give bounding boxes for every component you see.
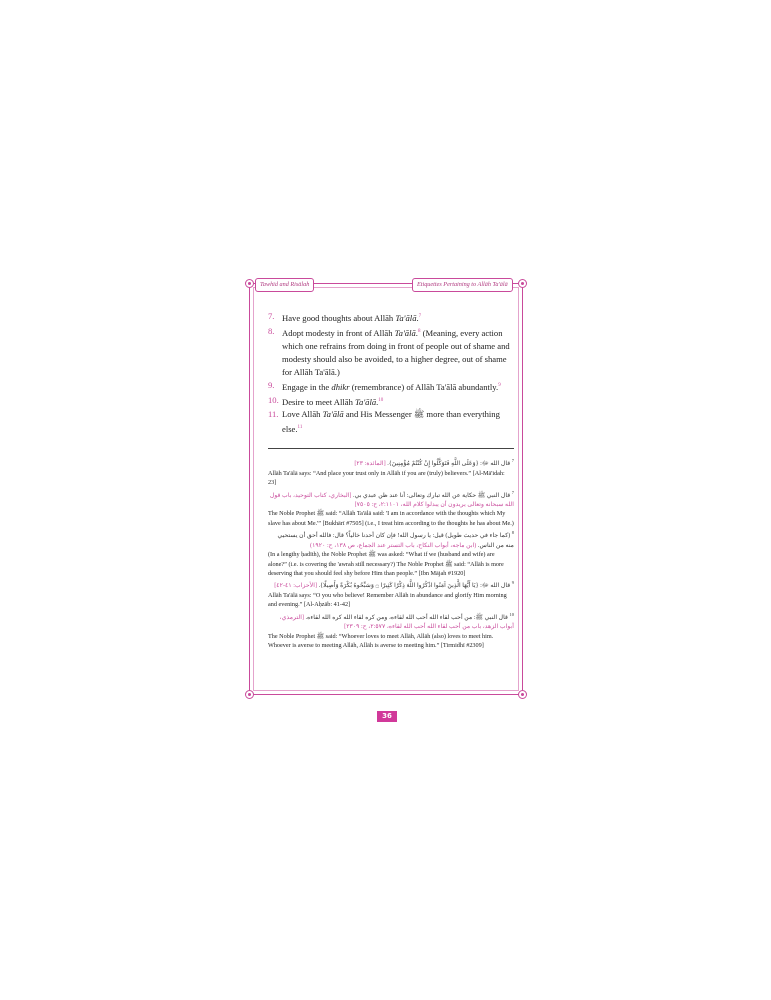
corner-ornament-icon [518,279,527,288]
page-content [268,310,514,650]
header-left-label: Tawhīd and Risālah [255,278,314,292]
item-number: 9. [268,379,275,390]
header-right-label: Etiquettes Pertaining to Allāh Ta'ālā [412,278,513,292]
item-number: 11. [268,409,279,420]
footnote: $^7$ قال الله ﷻ: {وَعَلَى اللَّهِ فَتَوَكَّلُوا إِنْ كُنْتُمْ مُؤْمِنِينَ}. [المائدة: ٢٣] Allāh Ta'ālā says: “And place your trust only in Allāh if you are (truly) believers.” [Al-Mā'idah: 23] [268,458,514,487]
footnote-divider [268,448,514,449]
list-item: 8. Adopt modesty in front of Allāh Ta'ālā.$^8$ (Meaning, every action which one refrains from doing in front of people out of shame and modesty should also be avoided, to a higher degree, out of shame for Allāh Ta'ālā.) [268,325,510,377]
item-number: 10. [268,394,279,405]
footnote: $^8$ (كما جاء في حديث طويل) قيل: يا رسول الله! فإن كان أحدنا خالياً؟ قال: فالله أحق أن يستحيي منه من الناس. (ابن ماجه، أبواب النكاح، باب التستر عند الجماع، ص ١٣٨، ح: ١٩٢٠) (In a lengthy ḥadīth), the Noble Prophet ﷺ was asked: “What if we (husband and wife) are alone?” (i.e. is covering the 'awrah still necessary?) The Noble Prophet ﷺ said: “Allāh is more deserving that you should feel shy before Him than people.” [Ibn Mājah #1920] [268,530,514,577]
footnote-ref: 11 [297,425,303,431]
list-item: 9. Engage in the dhikr (remembrance) of Allāh Ta'ālā abundantly.$^9$ [268,379,501,392]
footnote-ref: 8 [417,328,421,334]
page-number: 36 [377,711,397,722]
corner-ornament-icon [245,690,254,699]
corner-ornament-icon [245,279,254,288]
footnote: $^7$ قال النبي ﷺ حكاية عن الله تبارك وتعالى: أنا عند ظن عبدي بي. [البخاري، كتاب التوحيد، باب قول الله سبحانه وتعالى يريدون أن يبدلوا كلام الله، ٢:١١٠١، ح: ٧٥٠٥] The Noble Prophet ﷺ said: “Allāh Ta'ālā said: 'I am in accordance with the thoughts which My slave has about Me.'” [Bukhārī #7505] (i.e., I treat him according to the thoughts he has about Me.) [268,489,514,527]
item-number: 8. [268,325,275,336]
footnotes [268,456,514,650]
list-item: 11. Love Allāh Ta'ālā and His Messenger ﷺ more than everything else.$^{11}$ [268,409,500,435]
footnote: $^{10}$ قال النبي ﷺ: من أحب لقاء الله أحب الله لقاءه، ومن كره لقاء الله كره الله لقاءه. [الترمذي، أبواب الزهد، باب من أحب لقاء الله أحب الله لقاءه، ٢:٥٧٧، ح: ٢٣٠٩] The Noble Prophet ﷺ said: “Whoever loves to meet Allāh, Allāh (also) loves to meet him. Whoever is averse to meeting Allāh, Allāh is averse to meeting him.” [Tirmidhī #2309] [268,611,514,649]
footnote-ref: 10 [378,397,384,403]
corner-ornament-icon [518,690,527,699]
item-number: 7. [268,311,275,321]
list-item: 7. Have good thoughts about Allāh Ta'ālā.$^7$ [268,311,422,323]
footnote-ref: 7 [418,314,422,319]
footnote: $^9$ قال الله ﷻ: {يَا أَيُّهَا الَّذِينَ آمَنُوا اذْكُرُوا اللَّهَ ذِكْرًا كَثِيرًا ۝ وَسَبِّحُوهُ بُكْرَةً وَأَصِيلًا}. [الأحزاب: ٤١-٤٢] Allāh Ta'ālā says: “O you who believe! Remember Allāh in abundance and glorify Him morning and evening.” [Al-Aḥzāb: 41-42] [268,580,514,609]
footnote-ref: 9 [498,382,501,388]
list-item: 10. Desire to meet Allāh Ta'ālā.$^{10}$ [268,394,384,407]
